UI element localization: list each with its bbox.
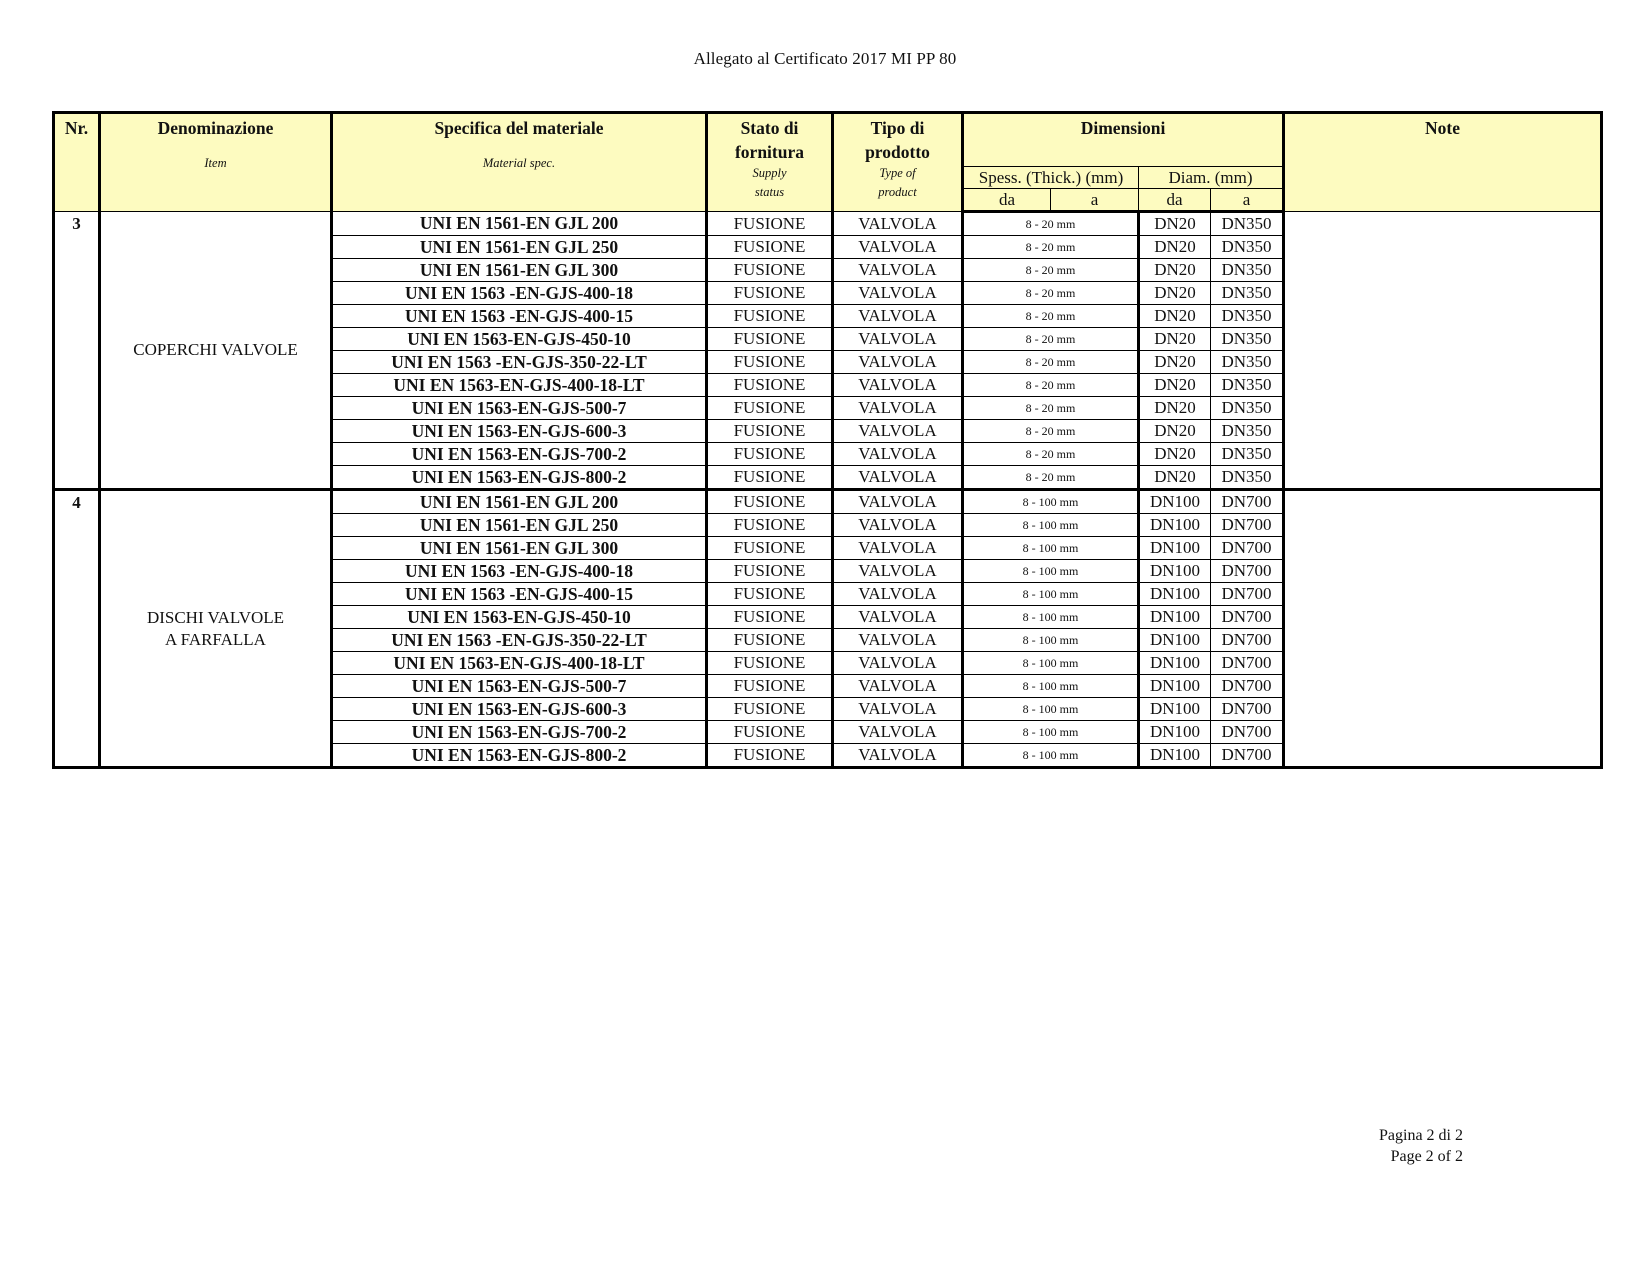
- product-type-cell: VALVOLA: [833, 606, 963, 629]
- material-spec-cell: UNI EN 1563-EN-GJS-800-2: [332, 466, 707, 490]
- note-cell: [1284, 212, 1602, 490]
- product-type-cell: VALVOLA: [833, 282, 963, 305]
- diameter-to-cell: DN350: [1211, 420, 1284, 443]
- material-spec-cell: UNI EN 1563-EN-GJS-500-7: [332, 675, 707, 698]
- item-name: [100, 212, 332, 490]
- thickness-cell: 8 - 20 mm: [963, 212, 1139, 236]
- header-diameter: Diam. (mm): [1139, 167, 1284, 189]
- product-type-cell: VALVOLA: [833, 328, 963, 351]
- diameter-to-cell: DN350: [1211, 212, 1284, 236]
- diameter-from-cell: DN20: [1139, 305, 1211, 328]
- supply-status-cell: FUSIONE: [707, 721, 833, 744]
- diameter-from-cell: DN20: [1139, 466, 1211, 490]
- diameter-to-cell: DN700: [1211, 675, 1284, 698]
- supply-status-cell: FUSIONE: [707, 351, 833, 374]
- item-name-line: A FARFALLA: [165, 629, 266, 649]
- diameter-from-cell: DN20: [1139, 212, 1211, 236]
- material-spec-cell: UNI EN 1563-EN-GJS-600-3: [332, 420, 707, 443]
- material-spec-cell: UNI EN 1561-EN GJL 200: [332, 490, 707, 514]
- thickness-cell: 8 - 100 mm: [963, 721, 1139, 744]
- product-type-cell: VALVOLA: [833, 236, 963, 259]
- supply-status-cell: FUSIONE: [707, 397, 833, 420]
- thickness-cell: 8 - 100 mm: [963, 652, 1139, 675]
- thickness-cell: 8 - 20 mm: [963, 397, 1139, 420]
- supply-status-cell: FUSIONE: [707, 259, 833, 282]
- thickness-cell: 8 - 20 mm: [963, 259, 1139, 282]
- diameter-to-cell: DN350: [1211, 236, 1284, 259]
- product-type-cell: VALVOLA: [833, 305, 963, 328]
- diameter-from-cell: DN100: [1139, 514, 1211, 537]
- table-row: [54, 212, 1602, 236]
- row-number: 3: [54, 212, 100, 490]
- material-spec-cell: UNI EN 1563 -EN-GJS-350-22-LT: [332, 351, 707, 374]
- supply-status-cell: FUSIONE: [707, 420, 833, 443]
- thickness-cell: 8 - 100 mm: [963, 606, 1139, 629]
- table-body: [54, 212, 1602, 768]
- diameter-from-cell: DN100: [1139, 675, 1211, 698]
- diameter-to-cell: DN700: [1211, 629, 1284, 652]
- diameter-from-cell: DN100: [1139, 744, 1211, 768]
- supply-status-cell: FUSIONE: [707, 744, 833, 768]
- thickness-cell: 8 - 100 mm: [963, 744, 1139, 768]
- diameter-from-cell: DN20: [1139, 374, 1211, 397]
- item-name-line: COPERCHI VALVOLE: [133, 340, 298, 359]
- thickness-cell: 8 - 100 mm: [963, 537, 1139, 560]
- diameter-to-cell: DN350: [1211, 443, 1284, 466]
- diameter-from-cell: DN100: [1139, 629, 1211, 652]
- supply-status-cell: FUSIONE: [707, 698, 833, 721]
- material-spec-cell: UNI EN 1563-EN-GJS-700-2: [332, 443, 707, 466]
- diameter-from-cell: DN100: [1139, 652, 1211, 675]
- thickness-cell: 8 - 20 mm: [963, 420, 1139, 443]
- materials-table: [52, 111, 1603, 769]
- supply-status-cell: FUSIONE: [707, 537, 833, 560]
- diameter-from-cell: DN100: [1139, 606, 1211, 629]
- product-type-cell: VALVOLA: [833, 212, 963, 236]
- supply-status-cell: FUSIONE: [707, 282, 833, 305]
- product-type-cell: VALVOLA: [833, 698, 963, 721]
- product-type-cell: VALVOLA: [833, 537, 963, 560]
- diameter-from-cell: DN100: [1139, 698, 1211, 721]
- diameter-from-cell: DN100: [1139, 490, 1211, 514]
- diameter-to-cell: DN350: [1211, 466, 1284, 490]
- product-type-cell: VALVOLA: [833, 443, 963, 466]
- page-title: Allegato al Certificato 2017 MI PP 80: [693, 49, 957, 68]
- product-type-cell: VALVOLA: [833, 397, 963, 420]
- material-spec-cell: UNI EN 1563-EN-GJS-600-3: [332, 698, 707, 721]
- material-spec-cell: UNI EN 1563 -EN-GJS-400-15: [332, 305, 707, 328]
- header-product-type: Tipo di prodotto Type of product: [833, 113, 963, 212]
- header-diameter-from: da: [1139, 189, 1211, 212]
- header-thickness: Spess. (Thick.) (mm): [963, 167, 1139, 189]
- diameter-to-cell: DN700: [1211, 490, 1284, 514]
- diameter-to-cell: DN350: [1211, 305, 1284, 328]
- product-type-cell: VALVOLA: [833, 675, 963, 698]
- diameter-to-cell: DN700: [1211, 744, 1284, 768]
- item-name-line: DISCHI VALVOLE: [146, 607, 285, 627]
- product-type-cell: VALVOLA: [833, 583, 963, 606]
- thickness-cell: 8 - 20 mm: [963, 351, 1139, 374]
- material-spec-cell: UNI EN 1563 -EN-GJS-400-15: [332, 583, 707, 606]
- supply-status-cell: FUSIONE: [707, 652, 833, 675]
- thickness-cell: 8 - 20 mm: [963, 236, 1139, 259]
- diameter-to-cell: DN350: [1211, 259, 1284, 282]
- diameter-from-cell: DN100: [1139, 537, 1211, 560]
- product-type-cell: VALVOLA: [833, 629, 963, 652]
- material-spec-cell: UNI EN 1563-EN-GJS-400-18-LT: [332, 374, 707, 397]
- diameter-to-cell: DN350: [1211, 374, 1284, 397]
- product-type-cell: VALVOLA: [833, 259, 963, 282]
- diameter-to-cell: DN700: [1211, 652, 1284, 675]
- page-number-en: Page 2 of 2: [1390, 1148, 1463, 1165]
- row-number: 4: [54, 490, 100, 768]
- header-nr: Nr.: [54, 113, 100, 212]
- product-type-cell: VALVOLA: [833, 466, 963, 490]
- material-spec-cell: UNI EN 1563 -EN-GJS-400-18: [332, 560, 707, 583]
- thickness-cell: 8 - 100 mm: [963, 560, 1139, 583]
- material-spec-cell: UNI EN 1561-EN GJL 200: [332, 212, 707, 236]
- supply-status-cell: FUSIONE: [707, 212, 833, 236]
- material-spec-cell: UNI EN 1561-EN GJL 250: [332, 236, 707, 259]
- thickness-cell: 8 - 20 mm: [963, 466, 1139, 490]
- supply-status-cell: FUSIONE: [707, 606, 833, 629]
- thickness-cell: 8 - 100 mm: [963, 675, 1139, 698]
- supply-status-cell: FUSIONE: [707, 374, 833, 397]
- supply-status-cell: FUSIONE: [707, 560, 833, 583]
- product-type-cell: VALVOLA: [833, 420, 963, 443]
- material-spec-cell: UNI EN 1561-EN GJL 250: [332, 514, 707, 537]
- diameter-to-cell: DN350: [1211, 351, 1284, 374]
- product-type-cell: VALVOLA: [833, 560, 963, 583]
- header-diameter-to: a: [1211, 189, 1284, 212]
- header-material-spec: Specifica del materiale Material spec.: [332, 113, 707, 212]
- product-type-cell: VALVOLA: [833, 652, 963, 675]
- diameter-from-cell: DN20: [1139, 443, 1211, 466]
- header-thickness-from: da: [963, 189, 1051, 212]
- diameter-to-cell: DN700: [1211, 606, 1284, 629]
- diameter-from-cell: DN20: [1139, 236, 1211, 259]
- table-row: [54, 490, 1602, 514]
- diameter-from-cell: DN20: [1139, 420, 1211, 443]
- header-note: Note: [1284, 113, 1602, 212]
- diameter-to-cell: DN700: [1211, 721, 1284, 744]
- header-dimensions: Dimensioni: [963, 113, 1284, 167]
- diameter-to-cell: DN700: [1211, 560, 1284, 583]
- diameter-from-cell: DN20: [1139, 282, 1211, 305]
- product-type-cell: VALVOLA: [833, 351, 963, 374]
- thickness-cell: 8 - 20 mm: [963, 282, 1139, 305]
- material-spec-cell: UNI EN 1563-EN-GJS-450-10: [332, 606, 707, 629]
- supply-status-cell: FUSIONE: [707, 490, 833, 514]
- supply-status-cell: FUSIONE: [707, 675, 833, 698]
- thickness-cell: 8 - 100 mm: [963, 698, 1139, 721]
- diameter-to-cell: DN700: [1211, 583, 1284, 606]
- material-spec-cell: UNI EN 1563 -EN-GJS-350-22-LT: [332, 629, 707, 652]
- product-type-cell: VALVOLA: [833, 514, 963, 537]
- material-spec-cell: UNI EN 1561-EN GJL 300: [332, 259, 707, 282]
- header-item: Denominazione Item: [100, 113, 332, 212]
- diameter-from-cell: DN100: [1139, 560, 1211, 583]
- diameter-to-cell: DN350: [1211, 397, 1284, 420]
- diameter-from-cell: DN20: [1139, 351, 1211, 374]
- supply-status-cell: FUSIONE: [707, 629, 833, 652]
- supply-status-cell: FUSIONE: [707, 236, 833, 259]
- item-name: [100, 490, 332, 768]
- supply-status-cell: FUSIONE: [707, 305, 833, 328]
- thickness-cell: 8 - 20 mm: [963, 374, 1139, 397]
- material-spec-cell: UNI EN 1563 -EN-GJS-400-18: [332, 282, 707, 305]
- material-spec-cell: UNI EN 1563-EN-GJS-500-7: [332, 397, 707, 420]
- thickness-cell: 8 - 100 mm: [963, 490, 1139, 514]
- material-spec-cell: UNI EN 1563-EN-GJS-800-2: [332, 744, 707, 768]
- product-type-cell: VALVOLA: [833, 721, 963, 744]
- diameter-from-cell: DN100: [1139, 721, 1211, 744]
- diameter-from-cell: DN20: [1139, 259, 1211, 282]
- material-spec-cell: UNI EN 1561-EN GJL 300: [332, 537, 707, 560]
- material-spec-cell: UNI EN 1563-EN-GJS-450-10: [332, 328, 707, 351]
- supply-status-cell: FUSIONE: [707, 466, 833, 490]
- product-type-cell: VALVOLA: [833, 374, 963, 397]
- product-type-cell: VALVOLA: [833, 744, 963, 768]
- thickness-cell: 8 - 20 mm: [963, 328, 1139, 351]
- note-cell: [1284, 490, 1602, 768]
- thickness-cell: 8 - 100 mm: [963, 583, 1139, 606]
- diameter-to-cell: DN700: [1211, 698, 1284, 721]
- product-type-cell: VALVOLA: [833, 490, 963, 514]
- diameter-to-cell: DN350: [1211, 328, 1284, 351]
- diameter-to-cell: DN350: [1211, 282, 1284, 305]
- page-number-it: Pagina 2 di 2: [1379, 1127, 1463, 1144]
- diameter-to-cell: DN700: [1211, 514, 1284, 537]
- supply-status-cell: FUSIONE: [707, 443, 833, 466]
- table-header: [54, 113, 1602, 212]
- material-spec-cell: UNI EN 1563-EN-GJS-400-18-LT: [332, 652, 707, 675]
- material-spec-cell: UNI EN 1563-EN-GJS-700-2: [332, 721, 707, 744]
- diameter-to-cell: DN700: [1211, 537, 1284, 560]
- supply-status-cell: FUSIONE: [707, 328, 833, 351]
- page-footer: [1379, 1125, 1463, 1167]
- header-thickness-to: a: [1051, 189, 1139, 212]
- diameter-from-cell: DN20: [1139, 397, 1211, 420]
- supply-status-cell: FUSIONE: [707, 583, 833, 606]
- thickness-cell: 8 - 100 mm: [963, 514, 1139, 537]
- supply-status-cell: FUSIONE: [707, 514, 833, 537]
- header-supply-status: Stato di fornitura Supply status: [707, 113, 833, 212]
- diameter-from-cell: DN100: [1139, 583, 1211, 606]
- diameter-from-cell: DN20: [1139, 328, 1211, 351]
- thickness-cell: 8 - 100 mm: [963, 629, 1139, 652]
- thickness-cell: 8 - 20 mm: [963, 305, 1139, 328]
- thickness-cell: 8 - 20 mm: [963, 443, 1139, 466]
